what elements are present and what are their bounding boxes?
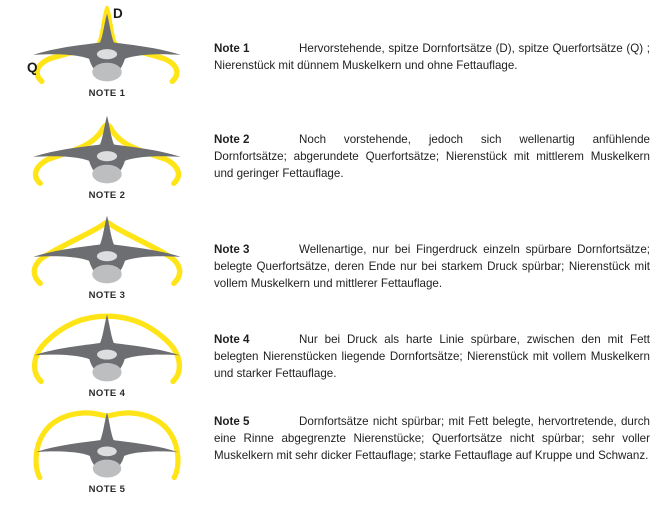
note5-title: Note 5 [214, 415, 250, 428]
note-row-1 [0, 0, 656, 105]
note-row-3 [0, 207, 656, 307]
note-label-4: NOTE 4 [88, 388, 126, 399]
vertebra-svg-note2 [16, 108, 198, 188]
note3-text-block [214, 207, 656, 307]
note2-title: Note 2 [214, 132, 250, 146]
note1-title: Note 1 [214, 42, 250, 55]
note5-paragraph [214, 413, 650, 464]
vertebra-diagram-note3 [0, 207, 214, 307]
note1-paragraph [214, 40, 650, 74]
note5-text-block [214, 405, 656, 525]
note3-description: Wellenartige, nur bei Fingerdruck einzeln spürbare Dornfortsätze; belegte Querfortsätze, deren Ende nur bei starkem Druck spürbar; Nierenstück mit vollem Muskelkern und mittlerer Fettauflage. [214, 242, 650, 290]
vertebra-diagram-note1 [0, 0, 214, 105]
note-label-1: NOTE 1 [88, 88, 126, 99]
note3-paragraph [214, 241, 650, 292]
note2-paragraph [214, 131, 650, 182]
vertebra-svg-note3 [16, 208, 198, 288]
note2-text-block [214, 105, 656, 207]
note3-title: Note 3 [214, 242, 250, 256]
vertebra-diagram-note2 [0, 105, 214, 207]
vertebra-diagram-note4 [0, 307, 214, 405]
note-label-3: NOTE 3 [88, 290, 126, 301]
querfortsatz-marker: Q [27, 60, 38, 75]
note2-description: Noch vorstehende, jedoch sich wellenartig anfühlende Dornfortsätze; abgerundete Querfortsätze; Nierenstück mit mittlerem Muskelkern und geringer Fettauflage. [214, 132, 650, 180]
note5-description: Dornfortsätze nicht spürbar; mit Fett belegte, hervortretende, durch eine Rinne abgegrenzte Nierenstücke; Querfortsätze nicht spürbar; sehr voller Muskelkern mit sehr dicker Fettauflage; starke Fettauflage auf Kruppe und Schwanz. [214, 415, 650, 462]
note4-title: Note 4 [214, 332, 250, 346]
note4-paragraph [214, 331, 650, 382]
note-row-2 [0, 105, 656, 207]
note-label-2: NOTE 2 [88, 190, 126, 201]
vertebra-svg-note1 [16, 6, 198, 86]
note-row-5 [0, 405, 656, 525]
vertebra-svg-note4 [16, 307, 198, 386]
note-row-4 [0, 307, 656, 405]
note1-text-block [214, 0, 656, 105]
dornfortsatz-marker: D [113, 6, 123, 21]
note-label-5: NOTE 5 [88, 484, 126, 495]
note4-description: Nur bei Druck als harte Linie spürbare, zwischen den mit Fett belegten Nierenstücken liegende Dornfortsätze; Nierenstück mit vollem Muskelkern und starker Fettauflage. [214, 332, 650, 380]
vertebra-svg-note5 [12, 405, 202, 482]
note1-description: Hervorstehende, spitze Dornfortsätze (D), spitze Querfortsätze (Q) ; Nierenstück mit dünnem Muskelkern und ohne Fettauflage. [214, 42, 650, 72]
note4-text-block [214, 307, 656, 405]
vertebra-diagram-note5 [0, 405, 214, 525]
